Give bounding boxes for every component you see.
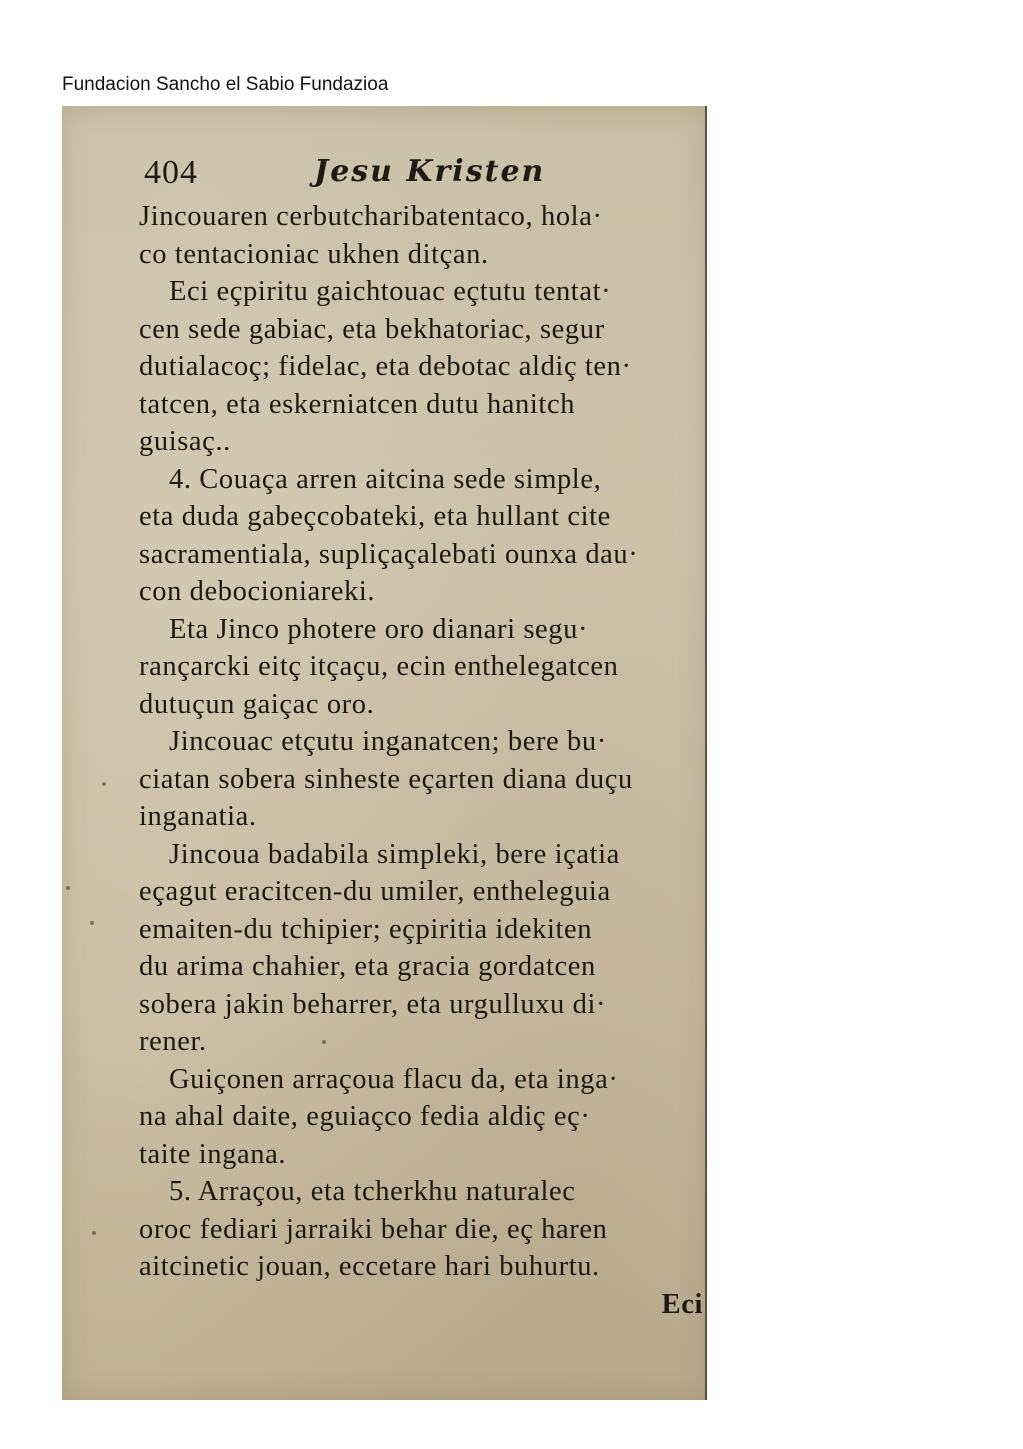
text-line: guisaç.. (139, 426, 231, 457)
text-line: cen sede gabiac, eta bekhatoriac, segur (139, 313, 605, 345)
text-line: dutuçun gaiçac oro. (139, 688, 375, 720)
text-line: tatcen, eta eskerniatcen dutu hanitch (139, 388, 576, 420)
text-line: co tentacioniac ukhen ditçan. (139, 238, 489, 270)
text-line: 4. Couaça arren aitcina sede simple, (169, 463, 602, 495)
text-line: Eci eçpiritu gaichtouac eçtutu tentat· (169, 276, 612, 307)
text-line: 5. Arraçou, eta tcherkhu naturalec (169, 1176, 576, 1207)
body-text (139, 198, 707, 1286)
ink-speck (102, 782, 106, 786)
ink-speck (90, 921, 94, 925)
text-line: Eta Jinco photere oro dianari segu· (169, 613, 589, 645)
text-line: rançarcki eitç itçaçu, ecin enthelegatcen (139, 651, 619, 682)
scanned-page (62, 106, 707, 1400)
source-label: Fundacion Sancho el Sabio Fundazioa (62, 74, 389, 95)
text-line: Jincoua badabila simpleki, bere içatia (169, 838, 620, 870)
text-line: du arima chahier, eta gracia gordatcen (139, 951, 596, 982)
text-line: aitcinetic jouan, eccetare hari buhurtu. (139, 1251, 600, 1282)
running-title: Jesu Kristen (314, 154, 546, 189)
text-line: Jincouaren cerbutcharibatentaco, hola· (139, 201, 603, 232)
text-line: Jincouac etçutu inganatcen; bere bu· (169, 726, 607, 757)
text-line: ciatan sobera sinheste eçarten diana duçu (139, 763, 633, 795)
text-line: sobera jakin beharrer, eta urgulluxu di· (139, 988, 607, 1020)
ink-speck (66, 886, 70, 890)
page-number: 404 (144, 154, 198, 191)
text-line: oroc fediari jarraiki behar die, eç haren (139, 1213, 608, 1245)
text-line: con debocioniareki. (139, 576, 376, 607)
text-line: na ahal daite, eguiaçco fedia aldiç eç· (139, 1101, 591, 1132)
text-line: eta duda gabeçcobateki, eta hullant cite (139, 501, 611, 532)
text-line: dutialacoç; fidelac, eta debotac aldiç ten· (139, 351, 632, 382)
text-line: rener. (139, 1026, 207, 1057)
ink-speck (92, 1231, 96, 1235)
text-line: emaiten-du tchipier; eçpiritia idekiten (139, 913, 593, 945)
text-line: inganatia. (139, 801, 257, 832)
text-line: eçagut eracitcen-du umiler, entheleguia (139, 876, 611, 907)
text-line: sacramentiala, supliçaçalebati ounxa dau· (139, 538, 639, 570)
text-line: taite ingana. (139, 1138, 287, 1170)
text-line: Guiçonen arraçoua flacu da, eta inga· (169, 1063, 619, 1095)
catchword: Eci (661, 1289, 703, 1320)
